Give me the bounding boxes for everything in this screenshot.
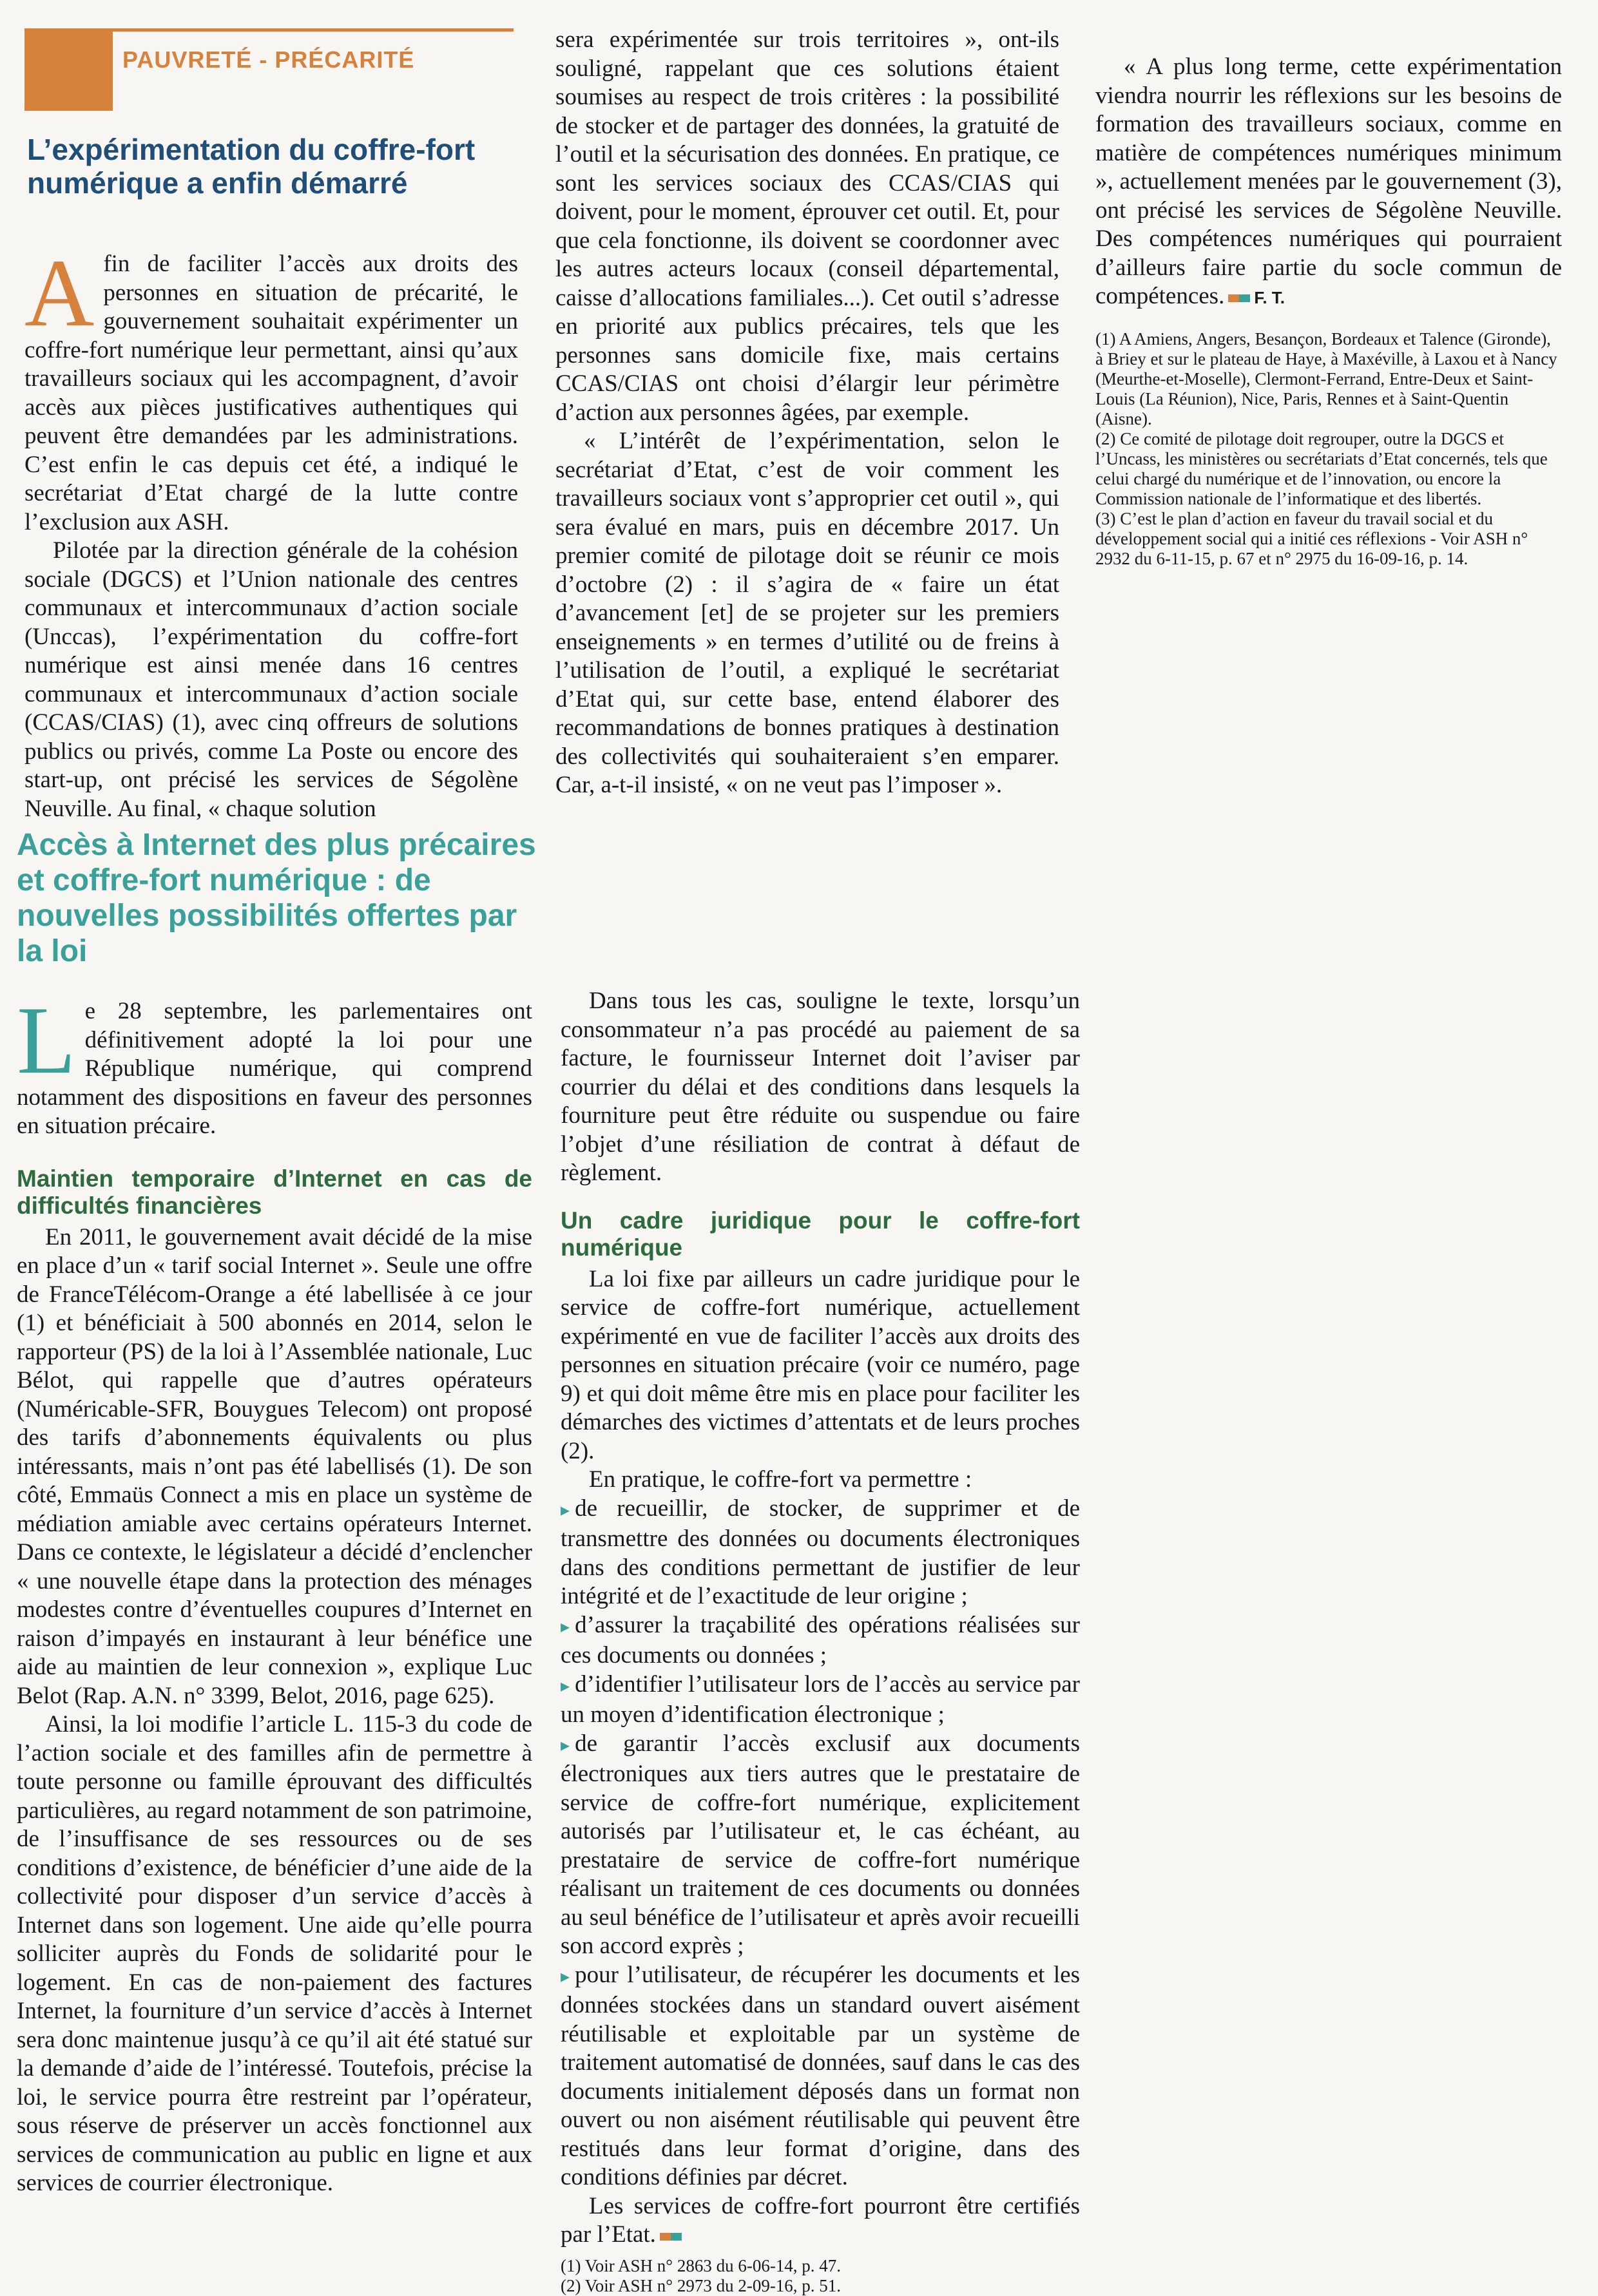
article2-s2p3: Les services de coffre-fort pourront être certifiés par l’Etat. bbox=[561, 2192, 1080, 2248]
bullet-arrow-icon: ▸ bbox=[561, 1676, 570, 1696]
article2-dropcap: L bbox=[17, 987, 76, 1094]
article2-intro: e 28 septembre, les parlementaires ont définitivement adopté la loi pour une République numérique, qui comprend notamment des dispositions en faveur des personnes en situation précaire. bbox=[17, 998, 532, 1139]
rubric-rule bbox=[113, 28, 514, 32]
article1-footnotes bbox=[1095, 329, 1562, 569]
bullet-item: ▸ d’identifier l’utilisateur lors de l’accès au service par un moyen d’identification électronique ; bbox=[561, 1670, 1080, 1728]
article2-s2p2: En pratique, le coffre-fort va permettre : bbox=[589, 1466, 972, 1493]
article1-col3 bbox=[1095, 53, 1562, 569]
article1-note: (3) C’est le plan d’action en faveur du travail social et du développement social qui a initié ces réflexions - Voir ASH n° 2932 du 6-11-15, p. 67 et n° 2975 du 16-09-16, p. 14. bbox=[1095, 508, 1528, 568]
bullet-item: ▸ de recueillir, de stocker, de supprimer et de transmettre des données ou documents électroniques dans des conditions permettant de justifier de leur intégrité et de l’exactitude de leur origine ; bbox=[561, 1495, 1080, 1609]
article1-title: L’expérimentation du coffre-fort numérique a enfin démarré bbox=[27, 133, 476, 200]
article1-p3: sera expérimentée sur trois territoires », ont-ils souligné, rappelant que ces solutions étaient soumises au respect de trois critères : la possibilité de stocker et de partager des données, la gratuité de l’outil et la sécurisation des données. En pratique, ce sont les services sociaux des CCAS/CIAS qui doivent, pour le moment, éprouver cet outil. Et, pour que cela fonctionne, ils doivent se coordonner avec les autres acteurs locaux (conseil départemental, caisse d’allocations familiales...). Cet outil s’adresse en priorité aux publics précaires, tels que les personnes sans domicile fixe, mais certains CCAS/CIAS ont choisi d’élargir leur périmètre d’action aux personnes âgées, par exemple. bbox=[555, 26, 1059, 426]
article1-dropcap: A bbox=[24, 240, 95, 347]
article2-s2p1: La loi fixe par ailleurs un cadre juridique pour le service de coffre-fort numérique, actuellement expérimenté en vue de faciliter l’accès aux droits des personnes en situation précaire (voir ce numéro, page 9) et qui doit même être mis en place pour faciliter les démarches des victimes d’attentats et de leurs proches (2). bbox=[561, 1265, 1080, 1464]
article2-s1p2: Ainsi, la loi modifie l’article L. 115-3 du code de l’action sociale et des familles afin de permettre à toute personne ou famille éprouvant des difficultés particulières, au regard notamment de son patrimoine, de l’insuffisance de ses ressources ou de ses conditions d’existence, de bénéficier d’une aide de la collectivité pour disposer d’un service d’accès à Internet dans son logement. Une aide qu’elle pourra solliciter auprès du Fonds de solidarité pour le logement. En cas de non-paiement des factures Internet, la fourniture d’un service d’accès à Internet sera donc maintenue jusqu’à ce qu’il ait été statué sur la demande d’aide de l’intéressé. Toutefois, précise la loi, le service pourra être restreint par l’opérateur, sous réserve de préserver un accès fonctionnel aux services de communication au public en ligne et aux services de courrier électronique. bbox=[17, 1711, 532, 2196]
article1-p1: fin de faciliter l’accès aux droits des personnes en situation de précarité, le gouvernement souhaitait expérimenter un coffre-fort numérique leur permettant, ainsi qu’aux travailleurs sociaux qui les accompagnent, d’avoir accès aux pièces justificatives authentiques qui peuvent être demandées par les administrations. C’est enfin le cas depuis cet été, a indiqué le secrétariat d’Etat chargé de la lutte contre l’exclusion aux ASH. bbox=[24, 251, 518, 535]
article1-col1 bbox=[24, 240, 518, 823]
article2-col1 bbox=[17, 987, 532, 2198]
bullet-item: ▸ de garantir l’accès exclusif aux documents électroniques aux tiers autres que le prestataire de service de coffre-fort numérique, explicitement autorisés par l’utilisateur et, le cas échéant, au prestataire de service de coffre-fort numérique réalisant un traitement de ces documents ou données au seul bénéfice de l’utilisateur et après avoir recueilli son accord exprès ; bbox=[561, 1730, 1080, 1959]
article1-p4: « L’intérêt de l’expérimentation, selon le secrétariat d’Etat, c’est de voir comment les travailleurs sociaux vont s’approprier cet outil », qui sera évalué en mars, puis en décembre 2017. Un premier comité de pilotage doit se réunir ce mois d’octobre (2) : il s’agira de « faire un état d’avancement [et] de se projeter sur les premiers enseignements » en termes d’utilité ou de freins à l’utilisation de l’outil, a expliqué le secrétariat d’Etat qui, sur cette base, entend élaborer des recommandations de bonnes pratiques à destination des collectivités qui souhaiteraient s’en emparer. Car, a-t-il insisté, « on ne veut pas l’imposer ». bbox=[555, 428, 1059, 798]
rubric-label: PAUVRETÉ - PRÉCARITÉ bbox=[122, 46, 415, 73]
article2-s1p1: En 2011, le gouvernement avait décidé de la mise en place d’un « tarif social Internet ». Seule une offre de FranceTélécom-Orange a été labellisée à ce jour (1) et bénéficiait à 500 abonnés en 2014, selon le rapporteur (PS) de la loi à l’Assemblée nationale, Luc Bélot, qui rappelle que d’autres opérateurs (Numéricable-SFR, Bouygues Telecom) ont proposé des tarifs d’abonnements équivalents ou plus intéressants, mais n’ont pas été labellisés (1). De son côté, Emmaüs Connect a mis en place un système de médiation amiable avec certains opérateurs Internet. Dans ce contexte, le législateur a décidé d’enclencher « une nouvelle étape dans la protection des ménages modestes contre d’éventuelles coupures d’Internet en raison d’impayés en instaurant à leur bénéfice une aide au maintien de leur connexion », explique Luc Belot (Rap. A.N. n° 3399, Belot, 2016, page 625). bbox=[17, 1223, 532, 1709]
article2-subheading-internet: Maintien temporaire d’Internet en cas de difficultés financières bbox=[17, 1165, 532, 1219]
article1-note: (1) A Amiens, Angers, Besançon, Bordeaux et Talence (Gironde), à Briey et sur le plateau de Haye, à Maxéville, à Laxou et à Nancy (Meurthe-et-Moselle), Clermont-Ferrand, Entre-Deux et Saint-Louis (La Réunion), Nice, Paris, Rennes et à Saint-Quentin (Aisne). bbox=[1095, 329, 1557, 428]
bullet-item: ▸ pour l’utilisateur, de récupérer les documents et les données stockées dans un standard ouvert aisément réutilisable et exploitable par un système de traitement automatisé de données, sauf dans le cas des documents initialement déposés dans un format non ouvert ou non aisément réutilisable qui peuvent être restitués dans leur format d’origine, dans des conditions définies par décret. bbox=[561, 1961, 1080, 2190]
article2-s1p3: Dans tous les cas, souligne le texte, lorsqu’un consommateur n’a pas procédé au paiement de sa facture, le fournisseur Internet doit l’aviser par courrier du délai et des conditions dans lesquels la fourniture peut être réduite ou suspendue ou faire l’objet d’une résiliation de contrat à défaut de règlement. bbox=[561, 988, 1080, 1186]
article2-col2 bbox=[561, 987, 1080, 2296]
bullet-arrow-icon: ▸ bbox=[561, 1735, 570, 1755]
article2-note: (2) Voir ASH n° 2973 du 2-09-16, p. 51. bbox=[561, 2275, 842, 2295]
bullet-arrow-icon: ▸ bbox=[561, 1500, 570, 1520]
article2-footnotes bbox=[561, 2256, 1080, 2296]
article1-col2 bbox=[555, 26, 1059, 800]
article1-p2: Pilotée par la direction générale de la cohésion sociale (DGCS) et l’Union nationale des centres communaux et intercommunaux d’action sociale (Unccas), l’expérimentation du coffre-fort numérique est ainsi menée dans 16 centres communaux et intercommunaux d’action sociale (CCAS/CIAS) (1), avec cinq offreurs de solutions publics ou privés, comme La Poste ou encore des start-up, ont précisé les services de Ségolène Neuville. Au final, « chaque solution bbox=[24, 537, 518, 822]
article1-note: (2) Ce comité de pilotage doit regrouper, outre la DGCS et l’Uncass, les ministères ou secrétariats d’Etat concernés, tels que celui chargé du numérique et de l’innovation, ou encore la Commission nationale de l’informatique et des libertés. bbox=[1095, 428, 1548, 508]
article2-note: (1) Voir ASH n° 2863 du 6-06-14, p. 47. bbox=[561, 2255, 842, 2275]
bullet-item: ▸ d’assurer la traçabilité des opérations réalisées sur ces documents ou données ; bbox=[561, 1611, 1080, 1669]
end-mark-icon bbox=[660, 2233, 682, 2241]
article2-title: Accès à Internet des plus précaires et coffre-fort numérique : de nouvelles possibilités offertes par la loi bbox=[17, 828, 536, 968]
article2-subheading-coffre: Un cadre juridique pour le coffre-fort numérique bbox=[561, 1207, 1080, 1261]
article1-p5: « A plus long terme, cette expérimentation viendra nourrir les réflexions sur les besoins de formation des travailleurs sociaux, comme en matière de compétences numériques minimum », actuellement menées par le gouvernement (3), ont précisé les services de Ségolène Neuville. Des compétences numériques qui pourraient d’ailleurs faire partie du socle commun de compétences. bbox=[1095, 53, 1562, 309]
end-mark-icon bbox=[1228, 294, 1250, 302]
bullet-arrow-icon: ▸ bbox=[561, 1616, 570, 1637]
article1-signature: F. T. bbox=[1254, 288, 1285, 307]
bullet-arrow-icon: ▸ bbox=[561, 1966, 570, 1987]
rubric-color-block bbox=[24, 28, 113, 111]
